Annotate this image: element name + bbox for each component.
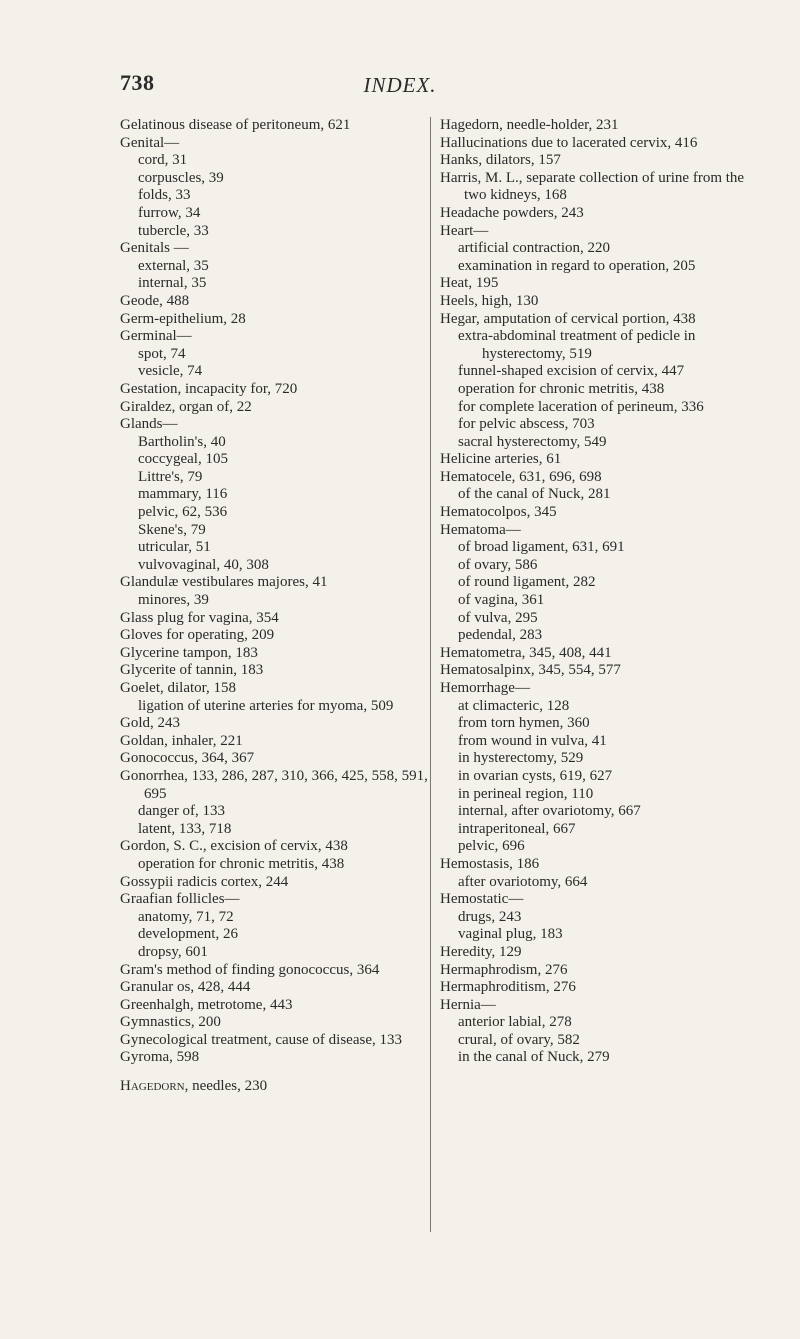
- index-entry: Hematoma—: [440, 521, 521, 538]
- index-subentry: operation for chronic metritis, 438: [138, 855, 345, 872]
- page-number: 738: [120, 70, 155, 95]
- index-subentry: Littre's, 79: [138, 468, 203, 485]
- index-entry: Glycerite of tannin, 183: [120, 662, 264, 679]
- index-subentry: sacral hysterectomy, 549: [458, 433, 607, 450]
- index-entry: Genitals —: [120, 240, 189, 257]
- index-entry: Gynecological treatment, cause of disease, 133: [120, 1031, 402, 1048]
- index-entry: Hermaphrodism, 276: [440, 961, 568, 978]
- index-subentry: from wound in vulva, 41: [458, 732, 607, 749]
- index-entry: Hematocolpos, 345: [440, 504, 557, 521]
- index-subentry: pelvic, 696: [458, 838, 525, 855]
- index-subentry: in hysterectomy, 529: [458, 750, 584, 767]
- index-entry: Geode, 488: [120, 292, 190, 309]
- index-entry: Gestation, incapacity for, 720: [120, 380, 298, 397]
- index-subentry: examination in regard to operation, 205: [458, 257, 696, 274]
- index-subentry: in perineal region, 110: [458, 785, 594, 802]
- index-entry: Heat, 195: [440, 275, 499, 292]
- index-subentry: from torn hymen, 360: [458, 715, 590, 732]
- index-entry: Hagedorn, needle-holder, 231: [440, 117, 619, 133]
- index-entry: Gyroma, 598: [120, 1049, 200, 1066]
- column-divider: [430, 117, 431, 1232]
- index-entry: Heels, high, 130: [440, 292, 539, 309]
- index-entry: Germinal—: [120, 328, 192, 345]
- index-entry: Hematosalpinx, 345, 554, 577: [440, 662, 621, 679]
- index-entry: Gloves for operating, 209: [120, 627, 275, 644]
- index-entry: Hemostasis, 186: [440, 855, 540, 872]
- index-subentry: funnel-shaped excision of cervix, 447: [458, 363, 685, 380]
- index-entry: Giraldez, organ of, 22: [120, 398, 252, 415]
- index-subentry: in ovarian cysts, 619, 627: [458, 767, 613, 784]
- index-entry: Goldan, inhaler, 221: [120, 732, 243, 749]
- index-subentry: of ovary, 586: [458, 556, 538, 573]
- index-subentry: mammary, 116: [138, 486, 228, 503]
- index-entry: Heart—: [440, 222, 489, 239]
- index-entry: Hemorrhage—: [440, 680, 530, 696]
- index-subentry: crural, of ovary, 582: [458, 1031, 580, 1048]
- index-subentry: folds, 33: [138, 187, 191, 204]
- index-entry: Glycerine tampon, 183: [120, 644, 258, 661]
- index-entry: Hermaphroditism, 276: [440, 979, 576, 996]
- index-subentry: tubercle, 33: [138, 222, 209, 239]
- index-subentry: anatomy, 71, 72: [138, 908, 234, 925]
- index-subentry: operation for chronic metritis, 438: [458, 380, 665, 397]
- index-subentry: for complete laceration of perineum, 336: [458, 398, 704, 415]
- index-entry: Hallucinations due to lacerated cervix, 416: [440, 134, 698, 151]
- index-subentry: Bartholin's, 40: [138, 433, 226, 450]
- index-entry: [120, 1078, 432, 1096]
- index-subentry: of broad ligament, 631, 691: [458, 539, 625, 556]
- index-subentry: in the canal of Nuck, 279: [458, 1049, 610, 1066]
- index-subentry: artificial contraction, 220: [458, 240, 611, 257]
- index-entry: Greenhalgh, metrotome, 443: [120, 996, 293, 1013]
- index-subentry: at climacteric, 128: [458, 697, 570, 714]
- index-subentry: of the canal of Nuck, 281: [458, 486, 611, 503]
- index-subentry: internal, after ovariotomy, 667: [458, 803, 641, 820]
- index-subentry: utricular, 51: [138, 539, 211, 556]
- index-subentry: for pelvic abscess, 703: [458, 416, 595, 433]
- index-subentry: drugs, 243: [458, 908, 522, 925]
- index-subentry: anterior labial, 278: [458, 1014, 572, 1031]
- index-entry: Hemostatic—: [440, 891, 524, 908]
- index-entry: Goelet, dilator, 158: [120, 680, 237, 696]
- index-entry: Gymnastics, 200: [120, 1014, 221, 1031]
- index-subentry: spot, 74: [138, 345, 186, 362]
- index-entry: Hernia—: [440, 996, 496, 1013]
- index-subentry: vesicle, 74: [138, 363, 203, 380]
- index-subentry: danger of, 133: [138, 803, 226, 820]
- index-subentry: external, 35: [138, 257, 209, 274]
- index-subentry: of vagina, 361: [458, 592, 545, 609]
- index-subentry: Skene's, 79: [138, 521, 206, 538]
- index-subentry: minores, 39: [138, 592, 209, 609]
- index-entry: Glands—: [120, 416, 178, 433]
- index-entry: Hematocele, 631, 696, 698: [440, 468, 602, 485]
- index-entry: Germ-epithelium, 28: [120, 310, 246, 327]
- index-subentry: development, 26: [138, 926, 238, 943]
- index-entry: Hematometra, 345, 408, 441: [440, 644, 612, 661]
- index-subentry: cord, 31: [138, 152, 188, 169]
- index-entry: Gossypii radicis cortex, 244: [120, 873, 289, 890]
- index-entry: Gonococcus, 364, 367: [120, 750, 255, 767]
- index-entry: Granular os, 428, 444: [120, 979, 251, 996]
- index-entry: Gram's method of finding gonococcus, 364: [120, 961, 380, 978]
- index-entry: Gordon, S. C., excision of cervix, 438: [120, 838, 348, 855]
- index-subentry: dropsy, 601: [138, 943, 208, 960]
- index-subentry: vulvovaginal, 40, 308: [138, 556, 269, 573]
- index-entry: Gonorrhea, 133, 286, 287, 310, 366, 425, 558, 591, 695: [120, 767, 428, 802]
- index-subentry: pelvic, 62, 536: [138, 504, 228, 521]
- index-entry: Helicine arteries, 61: [440, 451, 562, 468]
- entry-headword: Hagedorn: [120, 1078, 185, 1095]
- index-subentry: latent, 133, 718: [138, 820, 232, 837]
- index-entry: Genital—: [120, 134, 180, 151]
- index-subentry: furrow, 34: [138, 204, 201, 221]
- index-entry: Gelatinous disease of peritoneum, 621: [120, 117, 351, 133]
- index-subentry: of round ligament, 282: [458, 574, 596, 591]
- index-entry: Gold, 243: [120, 715, 180, 732]
- index-entry: Glass plug for vagina, 354: [120, 609, 279, 626]
- index-subentry: after ovariotomy, 664: [458, 873, 588, 890]
- entry-locator: , needles, 230: [184, 1078, 268, 1095]
- index-subentry: pedendal, 283: [458, 627, 543, 644]
- index-subentry: coccygeal, 105: [138, 451, 228, 468]
- running-head: INDEX.: [363, 73, 437, 97]
- index-entry: Graafian follicles—: [120, 891, 240, 908]
- index-entry: Headache powders, 243: [440, 204, 584, 221]
- index-subentry: of vulva, 295: [458, 609, 538, 626]
- index-entry: Glandulæ vestibulares majores, 41: [120, 574, 328, 591]
- index-subentry: vaginal plug, 183: [458, 926, 563, 943]
- index-subentry: corpuscles, 39: [138, 169, 224, 186]
- index-entry: Heredity, 129: [440, 943, 522, 960]
- index-entry: Harris, M. L., separate collection of urine from the two kidneys, 168: [440, 169, 745, 204]
- index-entry: Hanks, dilators, 157: [440, 152, 561, 169]
- index-subentry: intraperitoneal, 667: [458, 820, 576, 837]
- index-entry: Hegar, amputation of cervical portion, 438: [440, 310, 696, 327]
- index-subentry: internal, 35: [138, 275, 207, 292]
- index-subentry: extra-abdominal treatment of pedicle in hysterectomy, 519: [458, 328, 696, 362]
- index-column-left: [120, 117, 432, 1096]
- index-column-right: [440, 117, 752, 1067]
- index-subentry: ligation of uterine arteries for myoma, 509: [138, 697, 394, 714]
